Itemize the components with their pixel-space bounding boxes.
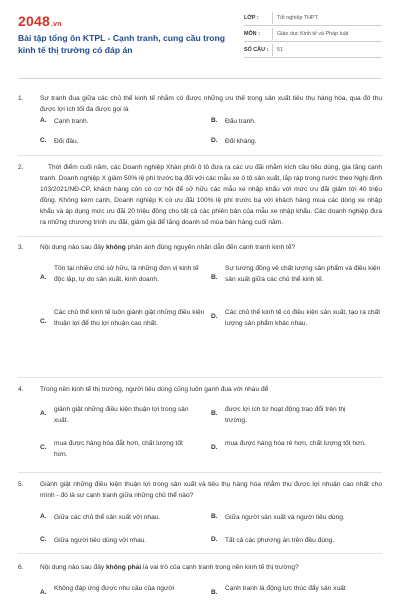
question-text-part: Nội dung nào sau đây xyxy=(40,244,106,251)
option-letter: B. xyxy=(211,513,218,520)
meta-key: SỐ CÂU : xyxy=(244,46,269,53)
option-letter: A. xyxy=(40,589,47,596)
meta-row-count xyxy=(244,42,382,58)
option-d[interactable] xyxy=(211,137,257,148)
option-text: Tồn tại nhiều chủ sở hữu, là những đơn vị kinh tế độc lập, tự do sản xuất, kinh doanh. xyxy=(54,265,199,283)
option-b[interactable] xyxy=(211,513,345,524)
option-letter: C. xyxy=(40,444,47,451)
option-letter: A. xyxy=(40,117,47,124)
question-text: Sự tranh đua giữa các chủ thể kinh tế nhằm có được những ưu thế trong sản xuất tiêu thụ hàng hóa, qua đó thu được lợi ích tối đa được gọi là xyxy=(40,95,382,113)
meta-row-class xyxy=(244,10,382,26)
option-text: Giữa người sản xuất và người tiêu dùng. xyxy=(225,514,345,521)
question-text xyxy=(40,242,382,253)
option-letter: B. xyxy=(211,589,218,596)
option-letter: C. xyxy=(40,536,47,543)
option-text: Cạnh tranh. xyxy=(54,118,89,125)
meta-value: 51 xyxy=(277,46,283,53)
meta-row-subject xyxy=(244,26,382,42)
option-c[interactable] xyxy=(40,308,205,329)
option-text: Các chủ thể kinh tế có điều kiện sản xuất, tạo ra chất lượng sản phẩm khác nhau. xyxy=(225,309,381,327)
option-a[interactable] xyxy=(40,264,205,285)
option-letter: C. xyxy=(40,137,47,144)
option-b[interactable] xyxy=(211,117,256,128)
option-text: giành giật những điều kiện thuận lợi trong sản xuất. xyxy=(54,406,189,424)
option-b[interactable] xyxy=(211,584,381,596)
option-text: Đối kháng. xyxy=(225,138,257,145)
question-number: 5. xyxy=(18,481,24,488)
option-text: Các chủ thể kinh tế luôn giành giật những điều kiện thuận lợi để thu lợi nhuận cao nhất. xyxy=(54,309,205,327)
meta-value: Tốt nghiệp THPT xyxy=(277,14,318,21)
option-a[interactable] xyxy=(40,117,88,128)
question-text: Thời điểm cuối năm, các Doanh nghiệp Xhàn phối ô tô đưa ra các ưu đãi nhằm kích cầu tiêu dùng, gia tăng cạnh tranh. Doanh nghiệp X giảm 50% lệ phí trước bạ đối với các mẫu xe ô tô sản xuất, lắp ráp trong nước theo Nghị định 103/2021/NĐ-CP, khách hàng còn có cơ hội để sở hữu các mẫu xe nhập khẩu với mức ưu đãi giảm tới 40 triệu đồng. Không kém cạnh, Doanh nghiệp K có ưu đãi 100% lệ phí trước bạ với khách hàng mua các dòng xe nhập khẩu và áp dụng mức ưu đãi 20 triệu đồng cho tất cả các phiên bản của mẫu xe nhập khẩu. Các doanh nghiệp đưa ra những chương trình ưu đãi, giảm giá để tăng doanh số mùa bán hàng cuối năm. xyxy=(40,164,382,226)
option-letter: D. xyxy=(211,313,218,320)
question-text-part: là vai trò của cạnh tranh trong nền kinh tế thị trường? xyxy=(141,564,299,571)
question-divider xyxy=(18,155,382,156)
logo-suffix: .vn xyxy=(50,21,62,28)
header-divider xyxy=(18,78,382,79)
option-text: Sự tương đồng về chất lượng sản phẩm và điều kiện sản xuất giữa các chủ thể kinh tế. xyxy=(225,265,381,283)
question-text-emphasis: không phải xyxy=(106,564,142,571)
option-d[interactable] xyxy=(211,536,334,547)
option-a[interactable] xyxy=(40,405,190,426)
question-text: Giành giật những điều kiện thuận lợi trong sản xuất và tiêu thụ hàng hóa nhằm thu được lợi nhuận cao nhất cho mình - đó là sự cạnh tranh giữa những chủ thể nào? xyxy=(40,481,382,499)
option-letter: A. xyxy=(40,513,47,520)
option-letter: D. xyxy=(211,536,218,543)
question-5 xyxy=(18,479,382,501)
meta-table xyxy=(244,10,382,58)
option-letter: A. xyxy=(40,410,47,417)
option-text: Tất cả các phương án trên đều đúng. xyxy=(225,537,335,544)
meta-value: Giáo dục Kinh tế và Pháp luật xyxy=(277,30,349,37)
option-d[interactable] xyxy=(211,439,371,451)
option-text: Giữa các chủ thể sản xuất với nhau. xyxy=(54,514,161,521)
question-text: Trong nền kinh tế thị trường, người tiêu dùng cũng luôn ganh đua với nhau để xyxy=(40,386,269,393)
option-b[interactable] xyxy=(211,264,382,285)
option-a[interactable] xyxy=(40,584,200,596)
question-text-part: Nội dung nào sau đây xyxy=(40,564,106,571)
question-divider xyxy=(18,236,382,237)
question-6 xyxy=(18,562,382,573)
meta-key: LỚP : xyxy=(244,14,259,21)
option-letter: D. xyxy=(211,137,218,144)
option-letter: C. xyxy=(40,318,47,325)
question-number: 1. xyxy=(18,95,24,102)
option-letter: D. xyxy=(211,444,218,451)
page-title: Bài tập tổng ôn KTPL - Cạnh tranh, cung cầu trong kinh tế thị trường có đáp án xyxy=(18,33,226,55)
option-a[interactable] xyxy=(40,513,160,524)
site-logo[interactable] xyxy=(18,13,62,29)
question-4 xyxy=(18,384,382,395)
question-text-emphasis: không xyxy=(106,244,126,251)
question-1 xyxy=(18,93,382,115)
option-c[interactable] xyxy=(40,137,79,148)
question-divider xyxy=(18,553,382,554)
option-letter: B. xyxy=(211,117,218,124)
option-letter: B. xyxy=(211,274,218,281)
question-3 xyxy=(18,242,382,253)
option-text: Cạnh tranh là động lực thúc đẩy sản xuất xyxy=(225,585,346,592)
question-text-part: phản ánh đúng nguyên nhân dẫn đến cạnh tranh kinh tế? xyxy=(125,244,296,251)
question-number: 2. xyxy=(18,164,24,171)
option-d[interactable] xyxy=(211,308,382,329)
question-divider xyxy=(18,377,382,378)
question-divider xyxy=(18,472,382,473)
option-text: Đối đầu. xyxy=(54,138,79,145)
option-b[interactable] xyxy=(211,405,361,426)
question-number: 3. xyxy=(18,244,24,251)
question-number: 4. xyxy=(18,386,24,393)
option-letter: A. xyxy=(40,274,47,281)
option-letter: B. xyxy=(211,410,218,417)
option-text: mua được hàng hóa rẻ hơn, chất lượng tốt hơn. xyxy=(225,440,366,447)
option-text: Đấu tranh. xyxy=(225,118,256,125)
question-2 xyxy=(18,162,382,228)
logo-text: 2048 xyxy=(18,13,50,29)
option-c[interactable] xyxy=(40,439,190,460)
option-text: Không đáp ứng được nhu cầu của người xyxy=(54,585,175,592)
document-header xyxy=(18,10,382,72)
meta-key: MÔN : xyxy=(244,30,260,37)
option-c[interactable] xyxy=(40,536,146,547)
option-text: mua được hàng hóa đắt hơn, chất lượng tốt hơn. xyxy=(54,440,183,458)
option-text: được lợi ích từ hoạt động trao đổi trên thị trường. xyxy=(225,406,346,424)
option-text: Giữa người tiêu dùng với nhau. xyxy=(54,537,147,544)
question-text xyxy=(40,562,382,573)
question-number: 6. xyxy=(18,564,24,571)
